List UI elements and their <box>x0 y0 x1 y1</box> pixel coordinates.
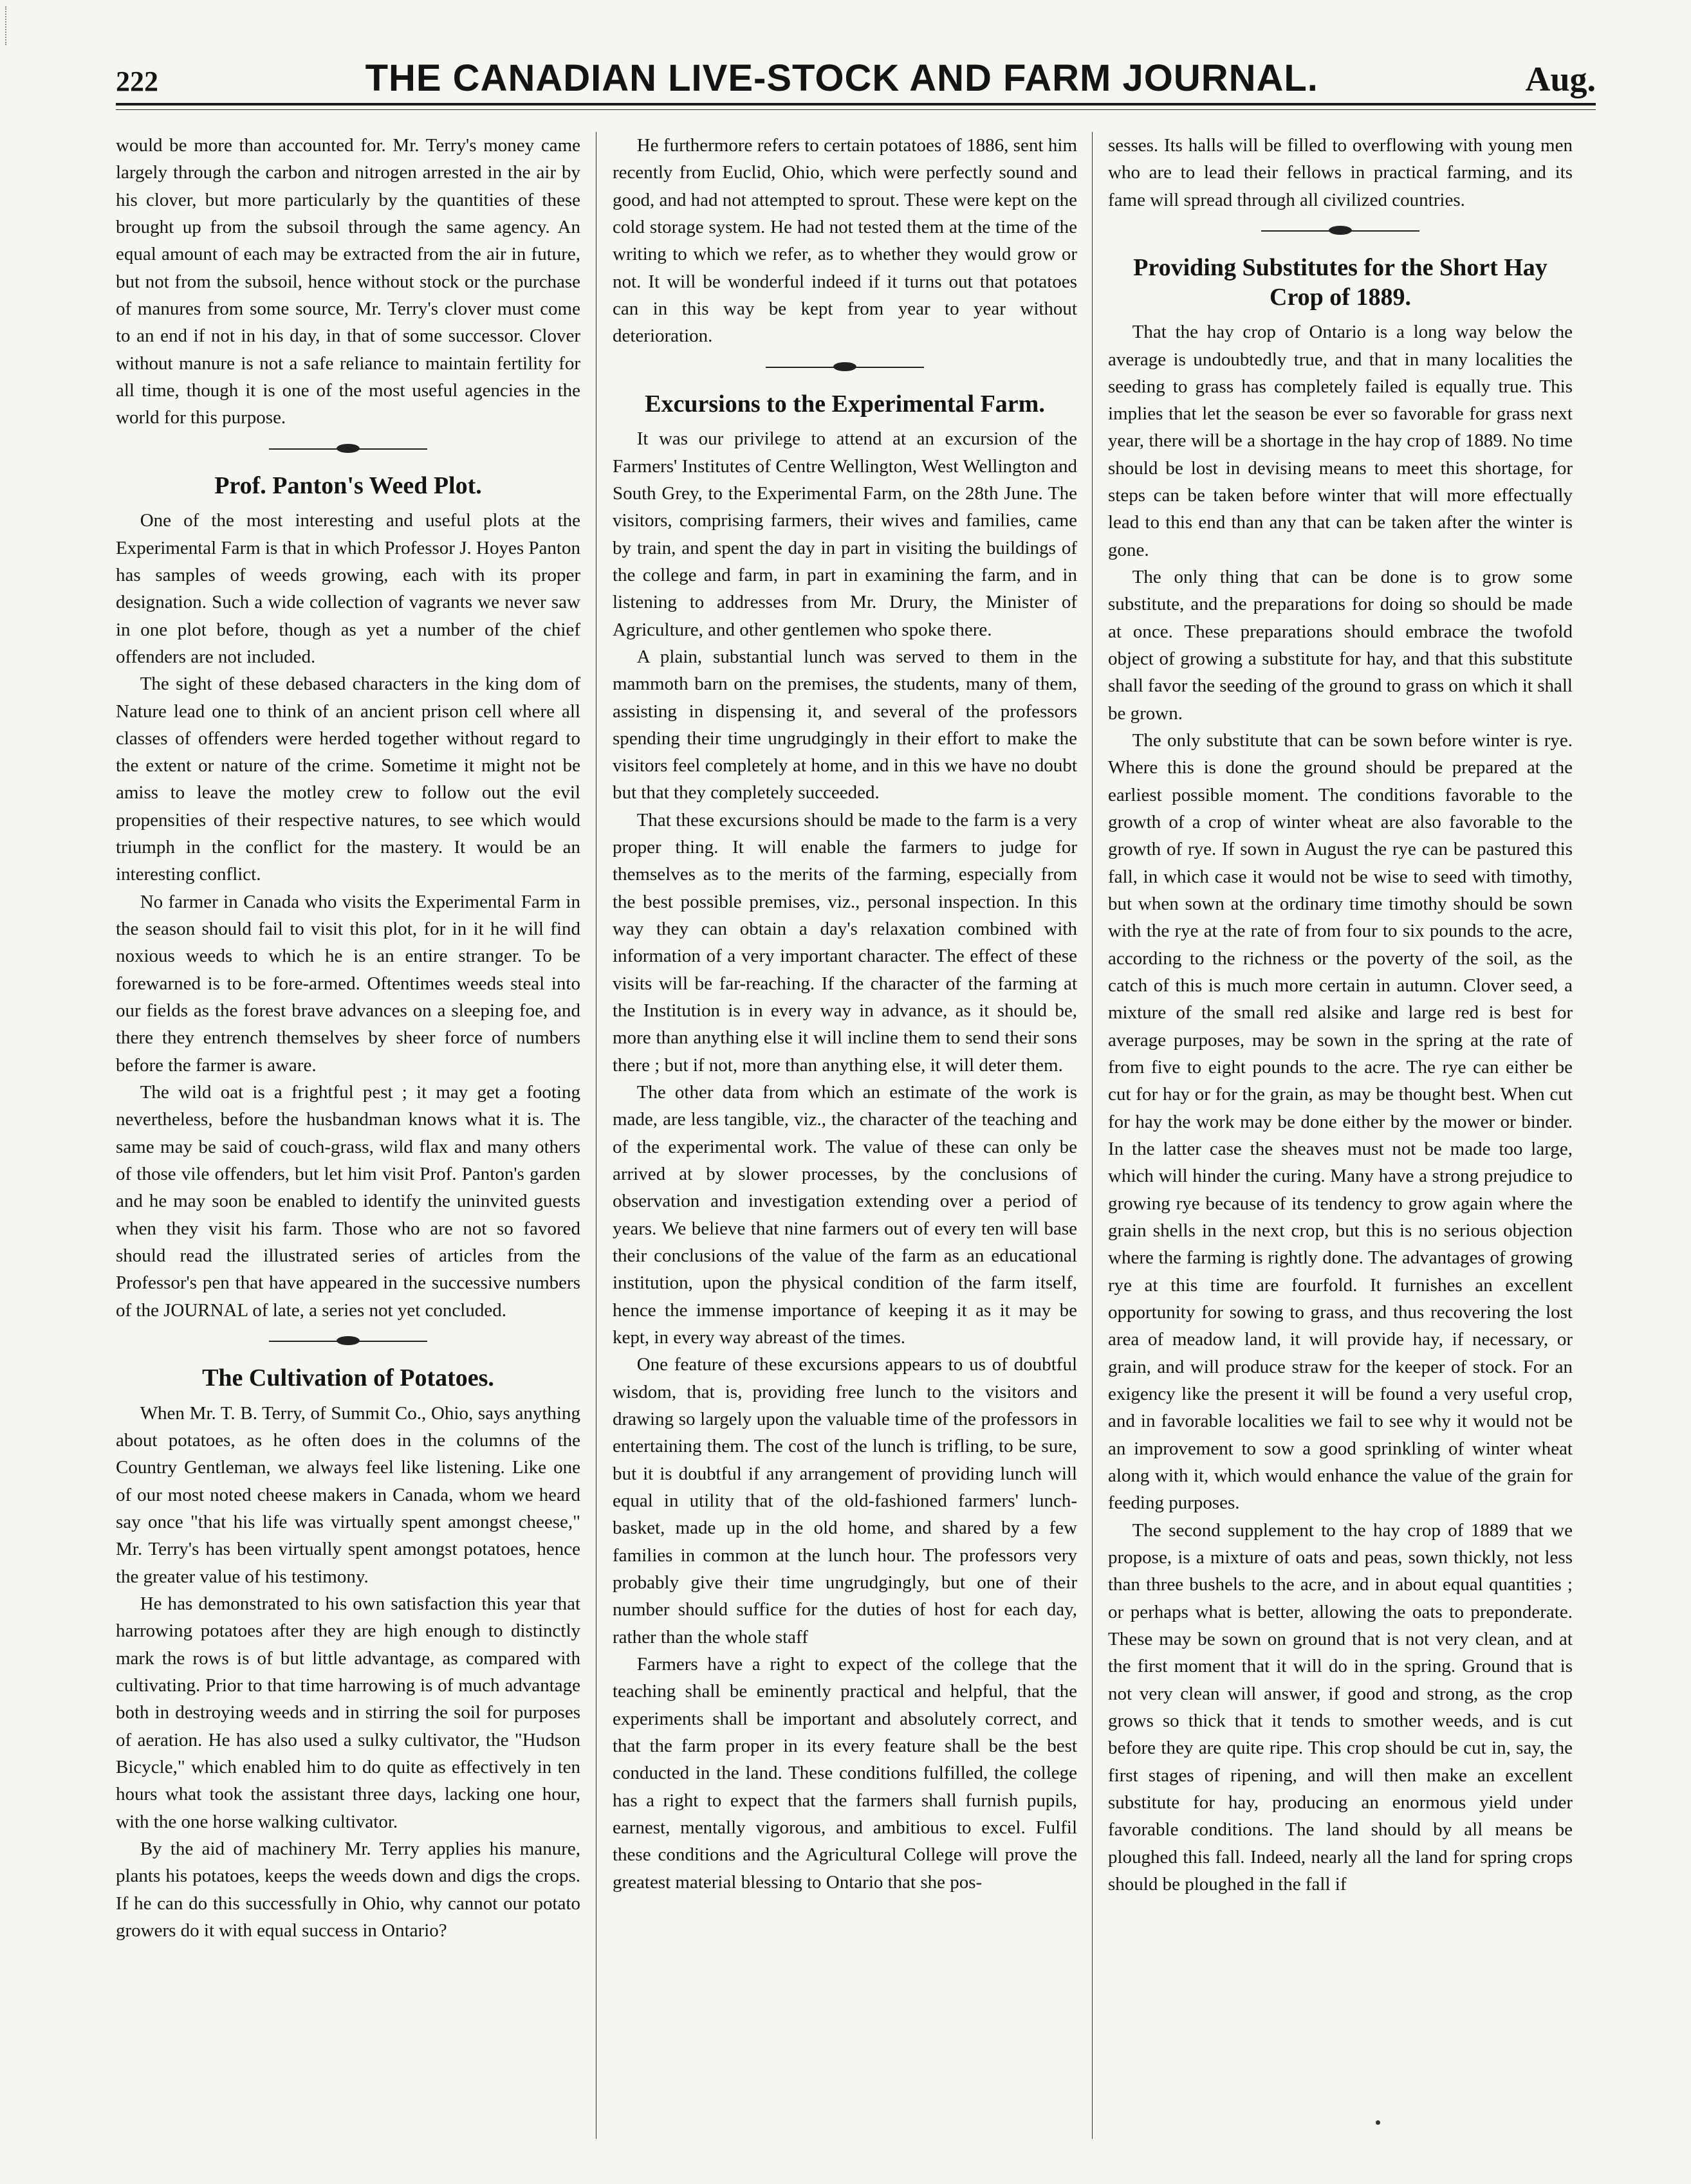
paragraph: The sight of these debased characters in the king dom of Nature lead one to think of an ancient prison cell where all classes of offenders were herded together without regard to the extent or nature of the crime. Sometime it might not be amiss to leave the motley crew to follow out the evil propensities of their respective natures, to see which would triumph in the conflict for the mastery. It would be an interesting conflict. <box>116 674 580 885</box>
page-header <box>116 57 1596 102</box>
paragraph: One feature of these excursions appears to us of doubtful wisdom, that is, providing free lunch to the visitors and drawing so largely upon the valuable time of the professors in entertaining them. The cost of the lunch is trifling, to be sure, but it is doubtful if any arrangement of providing lunch will equal in utility that of the old-fashioned farmers' lunch-basket, made up in the old home, and shared by a few families in common at the lunch hour. The professors very probably give their time ungrudgingly, but one of their number should suffice for the duties of host for each day, rather than the whole staff <box>613 1354 1077 1647</box>
paragraph: The only substitute that can be sown before winter is rye. Where this is done the ground should be prepared at the earliest possible moment. The conditions favorable to the growth of a crop of winter wheat are also favorable to the growth of rye. If sown in August the rye can be pastured this fall, in which case it would not be wise to seed with timothy, but when sown at the ordinary time timothy should be sown with the rye at the rate of from four to six pounds to the acre, according to the richness or the poverty of the soil, as the catch of this is much more certain in autumn. Clover seed, a mixture of the small red alsike and large red is best for average purposes, may be sown in the spring at the rate of from five to eight pounds to the acre. The rye can either be cut for hay or for the grain, as may be thought best. When cut for hay the work may be done either by the mower or binder. In the latter case the sheaves must not be made too large, which will hinder the curing. Many have a strong prejudice to growing rye because of its tendency to grow again where the grain shells in the next crop, but this is no serious objection where the farming is rightly done. The advantages of growing rye at this time are fourfold. It furnishes an excellent opportunity for sowing to grass, and thus recovering the lost area of meadow land, it will provide hay, if necessary, or grain, and will produce straw for the keeper of stock. For an exigency like the present it will be found a very useful crop, and in favorable localities we fail to see why it would not be an improvement to sow a good sprinkling of winter wheat along with it, which would enhance the value of the grain for feeding purposes. <box>1108 730 1573 1514</box>
column-2 <box>613 132 1077 2139</box>
paragraph: The wild oat is a frightful pest ; it may get a footing nevertheless, before the husbandman knows what it is. The same may be said of couch-grass, wild flax and many others of those vile offenders, but let him visit Prof. Panton's garden and he may soon be enabled to identify the uninvited guests when they visit his farm. Those who are not so favored should read the illustrated series of articles from the Professor's pen that have appeared in the successive numbers of the JOURNAL of late, a series not yet concluded. <box>116 1082 580 1321</box>
section-separator <box>116 1330 580 1352</box>
paragraph: No farmer in Canada who visits the Experimental Farm in the season should fail to visit this plot, for in it he will find noxious weeds to which he is an entire stranger. To be forewarned is to be fore-armed. Oftentimes weeds steal into our fields as the forest brave advances on a sleeping foe, and there they entrench themselves by sheer force of numbers before the farmer is aware. <box>116 891 580 1076</box>
paragraph: One of the most interesting and useful plots at the Experimental Farm is that in which Professor J. Hoyes Panton has samples of weeds growing, each with its proper designation. Such a wide collection of vagrants we never saw in one plot before, though as yet a number of the chief offenders are not included. <box>116 510 580 667</box>
paragraph: When Mr. T. B. Terry, of Summit Co., Ohio, says anything about potatoes, as he often does in the columns of the Country Gentleman, we always feel like listening. Like one of our most noted cheese makers in Canada, whom we heard say once "that his life was virtually spent amongst cheese," Mr. Terry's has been virtually spent amongst potatoes, hence the greater value of his testimony. <box>116 1402 580 1587</box>
paragraph: By the aid of machinery Mr. Terry applies his manure, plants his potatoes, keeps the weeds down and digs the crops. If he can do this successfully in Ohio, why cannot our potato growers do it with equal success in Ontario? <box>116 1838 580 1941</box>
section-separator <box>116 438 580 460</box>
journal-title: THE CANADIAN LIVE-STOCK AND FARM JOURNAL. <box>365 57 1318 99</box>
paragraph: It was our privilege to attend at an excursion of the Farmers' Institutes of Centre Wellington, West Wellington and South Grey, to the Experimental Farm, on the 28th June. The visitors, comprising farmers, their wives and families, came by train, and spent the day in part in visiting the buildings of the college and farm, in part in examining the farm, and in listening to addresses from Mr. Drury, the Minister of Agriculture, and other gentlemen who spoke there. <box>613 428 1077 640</box>
paragraph: Farmers have a right to expect of the college that the teaching shall be eminently practical and helpful, that the experiments shall be important and absolutely correct, and that the farm proper in its every feature shall be the best conducted in the land. These conditions fulfilled, the college has a right to expect that the farmers shall furnish pupils, earnest, mentally vigorous, and ambitious to excel. Fulfil these conditions and the Agricultural College will prove the greatest material blessing to Ontario that she pos- <box>613 1653 1077 1893</box>
section-separator <box>613 356 1077 378</box>
issue-month: Aug. <box>1525 60 1596 98</box>
paragraph: The only thing that can be done is to grow some substitute, and the preparations for doing so should be made at once. These preparations should embrace the twofold object of growing a substitute for hay, and that this substitute shall favor the seeding of the ground to grass on which it shall be grown. <box>1108 567 1573 724</box>
article-title-excursions: Excursions to the Experimental Farm. <box>645 390 1045 418</box>
column-1 <box>116 132 580 2139</box>
column-3 <box>1108 132 1573 2139</box>
margin-mark <box>5 6 8 45</box>
column-divider <box>1092 132 1093 2139</box>
paragraph: The second supplement to the hay crop of 1889 that we propose, is a mixture of oats and peas, sown thickly, not less than three bushels to the acre, and in about equal quantities ; or perhaps what is better, allowing the oats to preponderate. These may be sown on ground that is not very clean, and at the first moment that it will do in the spring. Ground that is not very clean will answer, if good and strong, as the crop grows so thick that it tends to smother weeds, and is cut before they are quite ripe. This crop should be cut in, say, the first stages of ripening, and will then make an excellent substitute for hay, producing an enormous yield under favorable conditions. The land should by all means be ploughed this fall. Indeed, nearly all the land for spring crops should be ploughed in the fall if <box>1108 1519 1573 1895</box>
header-rule <box>116 103 1596 110</box>
article-continuation: He furthermore refers to certain potatoes of 1886, sent him recently from Euclid, Ohio, which were perfectly sound and good, and had not attempted to sprout. These were kept on the cold storage system. He had not tested them at the time of the writing to which we refer, as to whether they would grow or not. It will be wonderful indeed if it turns out that potatoes can in this way be kept from year to year without deterioration. <box>613 135 1077 347</box>
paragraph: A plain, substantial lunch was served to them in the mammoth barn on the premises, the students, many of them, assisting in dispensing it, and several of the professors spending their time ungrudgingly in their effort to make the visitors feel completely at home, and in this we have no doubt but that they completely succeeded. <box>613 646 1077 803</box>
article-title-weed-plot: Prof. Panton's Weed Plot. <box>214 472 482 499</box>
page-number: 222 <box>116 66 158 97</box>
paragraph: The other data from which an estimate of the work is made, are less tangible, viz., the character of the teaching and of the experimental work. The value of these can only be arrived at by slower processes, by the conclusions of observation and investigation extending over a period of years. We believe that nine farmers out of every ten will base their conclusions of the value of the farm as an educational institution, upon the physical condition of the farm itself, hence the immense importance of keeping it as it may be kept, in every way abreast of the times. <box>613 1082 1077 1348</box>
article-title-potatoes: The Cultivation of Potatoes. <box>202 1364 494 1392</box>
article-continuation: would be more than accounted for. Mr. Terry's money came largely through the carbon and nitrogen arrested in the air by his clover, but more particularly by the quantities of these brought up from the subsoil through the same agency. An equal amount of each may be extracted from the air in future, but not from the subsoil, hence without stock or the purchase of manures from some source, Mr. Terry's clover must come to an end if not in his day, in that of some successor. Clover without manure is not a safe reliance to maintain fertility for all time, though it is one of the most useful agencies in the world for this purpose. <box>116 135 580 428</box>
paragraph: He has demonstrated to his own satisfaction this year that harrowing potatoes after they are high enough to distinctly mark the rows is of but little advantage, as compared with cultivating. Prior to that time harrowing is of much advantage both in destroying weeds and in stirring the soil for purposes of aeration. He has also used a sulky cultivator, the "Hudson Bicycle," which enabled him to do quite as effectively in ten hours what took the assistant three days, lacking one hour, with the one horse walking cultivator. <box>116 1593 580 1832</box>
paragraph: That the hay crop of Ontario is a long way below the average is undoubtedly true, and that in many localities the seeding to grass has completely failed is equally true. This implies that let the season be ever so favorable for grass next year, there will be a shortage in the hay crop of 1889. No time should be lost in devising means to meet this shortage, for steps can be taken before winter that will more effectually lead to this end than any that can be taken after the winter is gone. <box>1108 322 1573 560</box>
paragraph: That these excursions should be made to the farm is a very proper thing. It will enable the farmers to judge for themselves as to the merits of the farming, especially from the best possible premises, viz., personal inspection. In this way they can obtain a day's relaxation combined with information of a very important character. The effect of these visits will be far-reaching. If the character of the farming at the Institution is in every way in advance, as it should be, more than anything else it will incline them to send their sons there ; but if not, more than anything else, it will deter them. <box>613 809 1077 1076</box>
print-speck <box>1376 2120 1380 2125</box>
article-title-hay-crop: Providing Substitutes for the Short Hay Crop of 1889. <box>1133 253 1548 311</box>
article-continuation: sesses. Its halls will be filled to overflowing with young men who are to lead their fellows in practical farming, and its fame will spread through all civilized countries. <box>1108 135 1573 210</box>
section-separator <box>1108 220 1573 242</box>
